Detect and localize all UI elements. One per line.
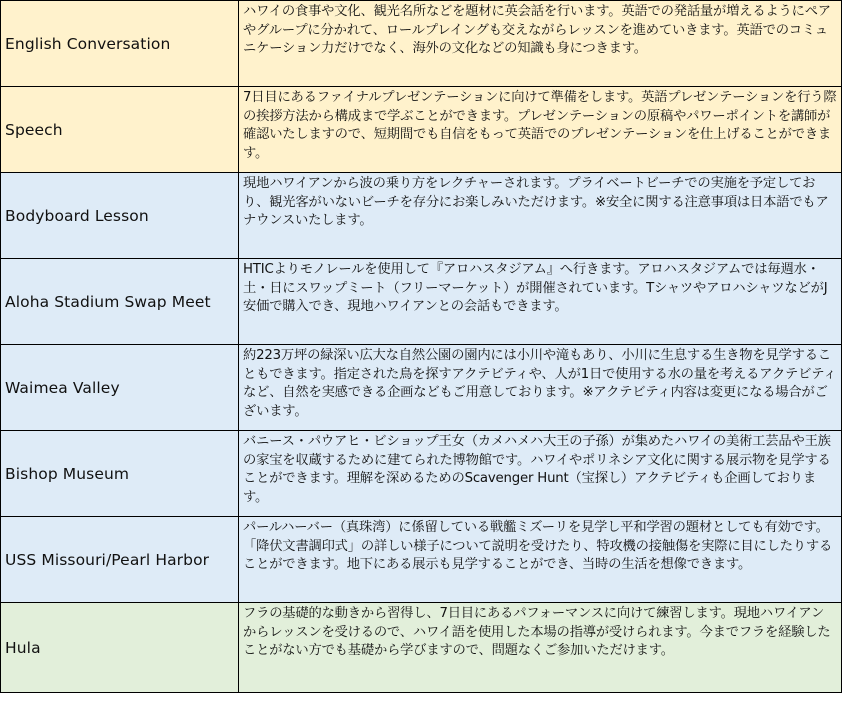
program-name: USS Missouri/Pearl Harbor [1, 517, 239, 603]
table-row [1, 259, 842, 345]
program-name: Waimea Valley [1, 345, 239, 431]
program-name: Speech [1, 87, 239, 173]
program-name: English Conversation [1, 1, 239, 87]
table-row [1, 603, 842, 693]
table-row [1, 345, 842, 431]
table-row [1, 431, 842, 517]
program-description: 約223万坪の緑深い広大な自然公園の園内には小川や滝もあり、小川に生息する生き物を見学することもできます。指定された鳥を探すアクテビティや、人が1日で使用する水の量を考えるアクテビティなど、自然を実感できる企画などもご用意しております。※アクテビティ内容は変更になる場合がございます。 [239, 345, 842, 431]
table-row [1, 517, 842, 603]
program-description: パールハーバー（真珠湾）に係留している戦艦ミズーリを見学し平和学習の題材としても有効です。「降伏文書調印式」の詳しい様子について説明を受けたり、特攻機の接触傷を実際に目にしたりすることができます。地下にある展示も見学することができ、当時の生活を想像できます。 [239, 517, 842, 603]
program-name: Aloha Stadium Swap Meet [1, 259, 239, 345]
program-name: Bishop Museum [1, 431, 239, 517]
program-name: Hula [1, 603, 239, 693]
table-row [1, 87, 842, 173]
program-description: 現地ハワイアンから波の乗り方をレクチャーされます。プライベートビーチでの実施を予定しており、観光客がいないビーチを存分にお楽しみいただけます。※安全に関する注意事項は日本語でもアナウンスいたします。 [239, 173, 842, 259]
table-row [1, 173, 842, 259]
program-description: バニース・パウアヒ・ビショップ王女（カメハメハ大王の子孫）が集めたハワイの美術工芸品や王族の家宝を収蔵するために建てられた博物館です。ハワイやポリネシア文化に関する展示物を見学することができます。理解を深めるためのScavenger Hunt（宝探し）アクテビティも企画しております。 [239, 431, 842, 517]
table-row [1, 1, 842, 87]
program-description: 7日目にあるファイナルプレゼンテーションに向けて準備をします。英語プレゼンテーションを行う際の挨拶方法から構成まで学ぶことができます。プレゼンテーションの原稿やパワーポイントを講師が確認いたしますので、短期間でも自信をもって英語でのプレゼンテーションを仕上げることができます。 [239, 87, 842, 173]
program-name: Bodyboard Lesson [1, 173, 239, 259]
program-description: HTICよりモノレールを使用して『アロハスタジアム』へ行きます。アロハスタジアムでは毎週水・土・日にスワップミート（フリーマーケット）が開催されています。TシャツやアロハシャツなどがJ安価で購入でき、現地ハワイアンとの会話もできます。 [239, 259, 842, 345]
program-description: フラの基礎的な動きから習得し、7日目にあるパフォーマンスに向けて練習します。現地ハワイアンからレッスンを受けるので、ハワイ語を使用した本場の指導が受けられます。今までフラを経験したことがない方でも基礎から学びますので、問題なくご参加いただけます。 [239, 603, 842, 693]
program-description: ハワイの食事や文化、観光名所などを題材に英会話を行います。英語での発話量が増えるようにペアやグループに分かれて、ロールプレイングも交えながらレッスンを進めていきます。英語でのコミュニケーション力だけでなく、海外の文化などの知識も身につきます。 [239, 1, 842, 87]
